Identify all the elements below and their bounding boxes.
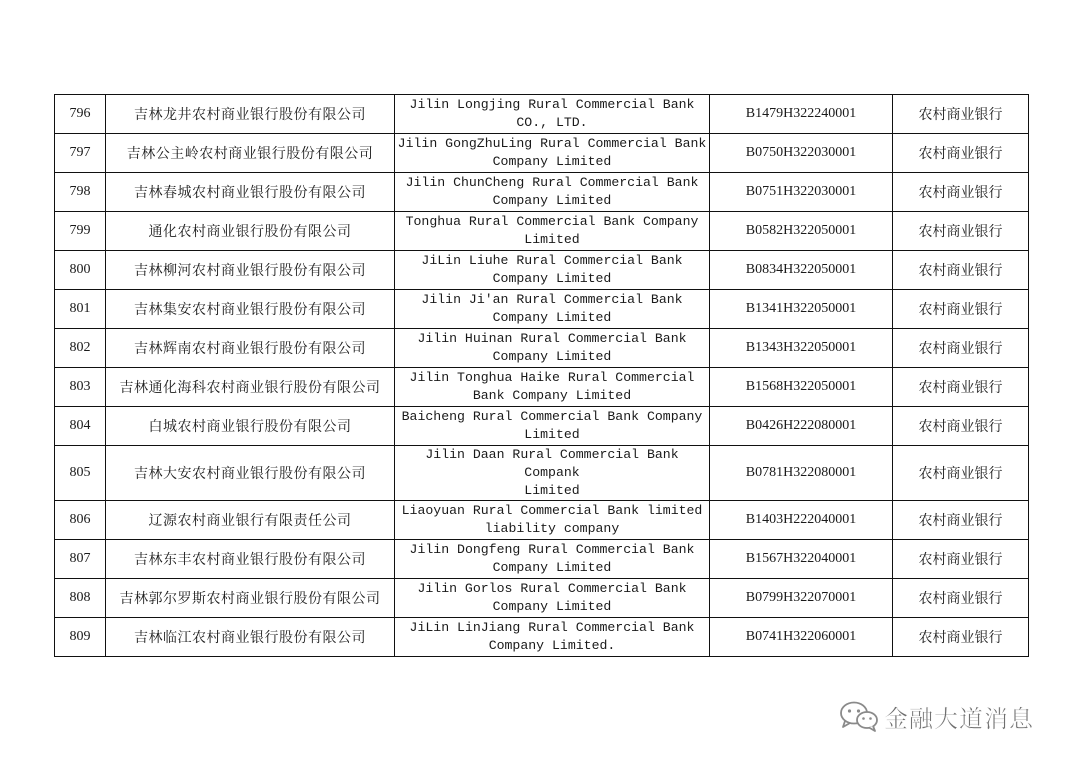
institution-type: 农村商业银行: [893, 290, 1029, 329]
bank-name-chinese: 吉林春城农村商业银行股份有限公司: [106, 173, 395, 212]
bank-name-english: Jilin Dongfeng Rural Commercial Bank Company Limited: [395, 540, 710, 579]
bank-name-english: Jilin Longjing Rural Commercial Bank CO., LTD.: [395, 95, 710, 134]
row-number: 797: [55, 134, 106, 173]
institution-code: B1568H322050001: [710, 368, 893, 407]
table-row: [55, 540, 1029, 579]
bank-name-chinese: 吉林集安农村商业银行股份有限公司: [106, 290, 395, 329]
row-number: 798: [55, 173, 106, 212]
bank-list-table: [54, 94, 1029, 657]
row-number: 808: [55, 579, 106, 618]
table-row: [55, 329, 1029, 368]
table-row: [55, 134, 1029, 173]
row-number: 805: [55, 446, 106, 501]
institution-type: 农村商业银行: [893, 134, 1029, 173]
row-number: 801: [55, 290, 106, 329]
bank-name-chinese: 吉林公主岭农村商业银行股份有限公司: [106, 134, 395, 173]
bank-name-english: JiLin Liuhe Rural Commercial Bank Company Limited: [395, 251, 710, 290]
table-row: [55, 501, 1029, 540]
institution-code: B0750H322030001: [710, 134, 893, 173]
table-row: [55, 95, 1029, 134]
institution-code: B0799H322070001: [710, 579, 893, 618]
table-row: [55, 368, 1029, 407]
institution-type: 农村商业银行: [893, 579, 1029, 618]
row-number: 807: [55, 540, 106, 579]
row-number: 806: [55, 501, 106, 540]
bank-name-english: JiLin LinJiang Rural Commercial Bank Company Limited.: [395, 618, 710, 657]
row-number: 796: [55, 95, 106, 134]
institution-code: B0426H222080001: [710, 407, 893, 446]
bank-name-english: Jilin Huinan Rural Commercial Bank Company Limited: [395, 329, 710, 368]
table-row: [55, 212, 1029, 251]
table-body: [55, 95, 1029, 657]
institution-code: B0741H322060001: [710, 618, 893, 657]
table-row: [55, 290, 1029, 329]
institution-type: 农村商业银行: [893, 212, 1029, 251]
bank-name-english: Jilin Daan Rural Commercial Bank Compank Limited: [395, 446, 710, 501]
bank-name-chinese: 吉林大安农村商业银行股份有限公司: [106, 446, 395, 501]
row-number: 809: [55, 618, 106, 657]
bank-name-chinese: 辽源农村商业银行有限责任公司: [106, 501, 395, 540]
bank-name-english: Tonghua Rural Commercial Bank Company Limited: [395, 212, 710, 251]
institution-type: 农村商业银行: [893, 251, 1029, 290]
institution-code: B1341H322050001: [710, 290, 893, 329]
bank-name-english: Jilin GongZhuLing Rural Commercial Bank Company Limited: [395, 134, 710, 173]
row-number: 802: [55, 329, 106, 368]
bank-name-english: Jilin Ji'an Rural Commercial Bank Company Limited: [395, 290, 710, 329]
row-number: 799: [55, 212, 106, 251]
institution-type: 农村商业银行: [893, 95, 1029, 134]
table-row: [55, 618, 1029, 657]
watermark: [838, 698, 1034, 734]
institution-code: B0582H322050001: [710, 212, 893, 251]
institution-code: B1403H222040001: [710, 501, 893, 540]
table-row: [55, 173, 1029, 212]
bank-name-chinese: 吉林通化海科农村商业银行股份有限公司: [106, 368, 395, 407]
institution-code: B0834H322050001: [710, 251, 893, 290]
table-row: [55, 407, 1029, 446]
bank-name-chinese: 白城农村商业银行股份有限公司: [106, 407, 395, 446]
bank-name-chinese: 吉林辉南农村商业银行股份有限公司: [106, 329, 395, 368]
wechat-icon: [838, 699, 880, 733]
row-number: 803: [55, 368, 106, 407]
institution-code: B0781H322080001: [710, 446, 893, 501]
institution-type: 农村商业银行: [893, 173, 1029, 212]
institution-type: 农村商业银行: [893, 329, 1029, 368]
institution-type: 农村商业银行: [893, 446, 1029, 501]
bank-name-chinese: 吉林东丰农村商业银行股份有限公司: [106, 540, 395, 579]
institution-type: 农村商业银行: [893, 368, 1029, 407]
institution-type: 农村商业银行: [893, 501, 1029, 540]
table-row: [55, 579, 1029, 618]
bank-name-chinese: 通化农村商业银行股份有限公司: [106, 212, 395, 251]
bank-name-chinese: 吉林龙井农村商业银行股份有限公司: [106, 95, 395, 134]
table-row: [55, 446, 1029, 501]
bank-name-english: Jilin Tonghua Haike Rural Commercial Bank Company Limited: [395, 368, 710, 407]
institution-type: 农村商业银行: [893, 540, 1029, 579]
table-row: [55, 251, 1029, 290]
row-number: 800: [55, 251, 106, 290]
bank-name-english: Baicheng Rural Commercial Bank Company Limited: [395, 407, 710, 446]
bank-name-chinese: 吉林郭尔罗斯农村商业银行股份有限公司: [106, 579, 395, 618]
institution-code: B1343H322050001: [710, 329, 893, 368]
institution-code: B0751H322030001: [710, 173, 893, 212]
row-number: 804: [55, 407, 106, 446]
bank-name-chinese: 吉林临江农村商业银行股份有限公司: [106, 618, 395, 657]
bank-name-chinese: 吉林柳河农村商业银行股份有限公司: [106, 251, 395, 290]
institution-code: B1567H322040001: [710, 540, 893, 579]
bank-name-english: Liaoyuan Rural Commercial Bank limited liability company: [395, 501, 710, 540]
institution-type: 农村商业银行: [893, 407, 1029, 446]
bank-name-english: Jilin ChunCheng Rural Commercial Bank Company Limited: [395, 173, 710, 212]
institution-type: 农村商业银行: [893, 618, 1029, 657]
institution-code: B1479H322240001: [710, 95, 893, 134]
bank-name-english: Jilin Gorlos Rural Commercial Bank Company Limited: [395, 579, 710, 618]
watermark-text: 金融大道消息: [884, 704, 1034, 733]
